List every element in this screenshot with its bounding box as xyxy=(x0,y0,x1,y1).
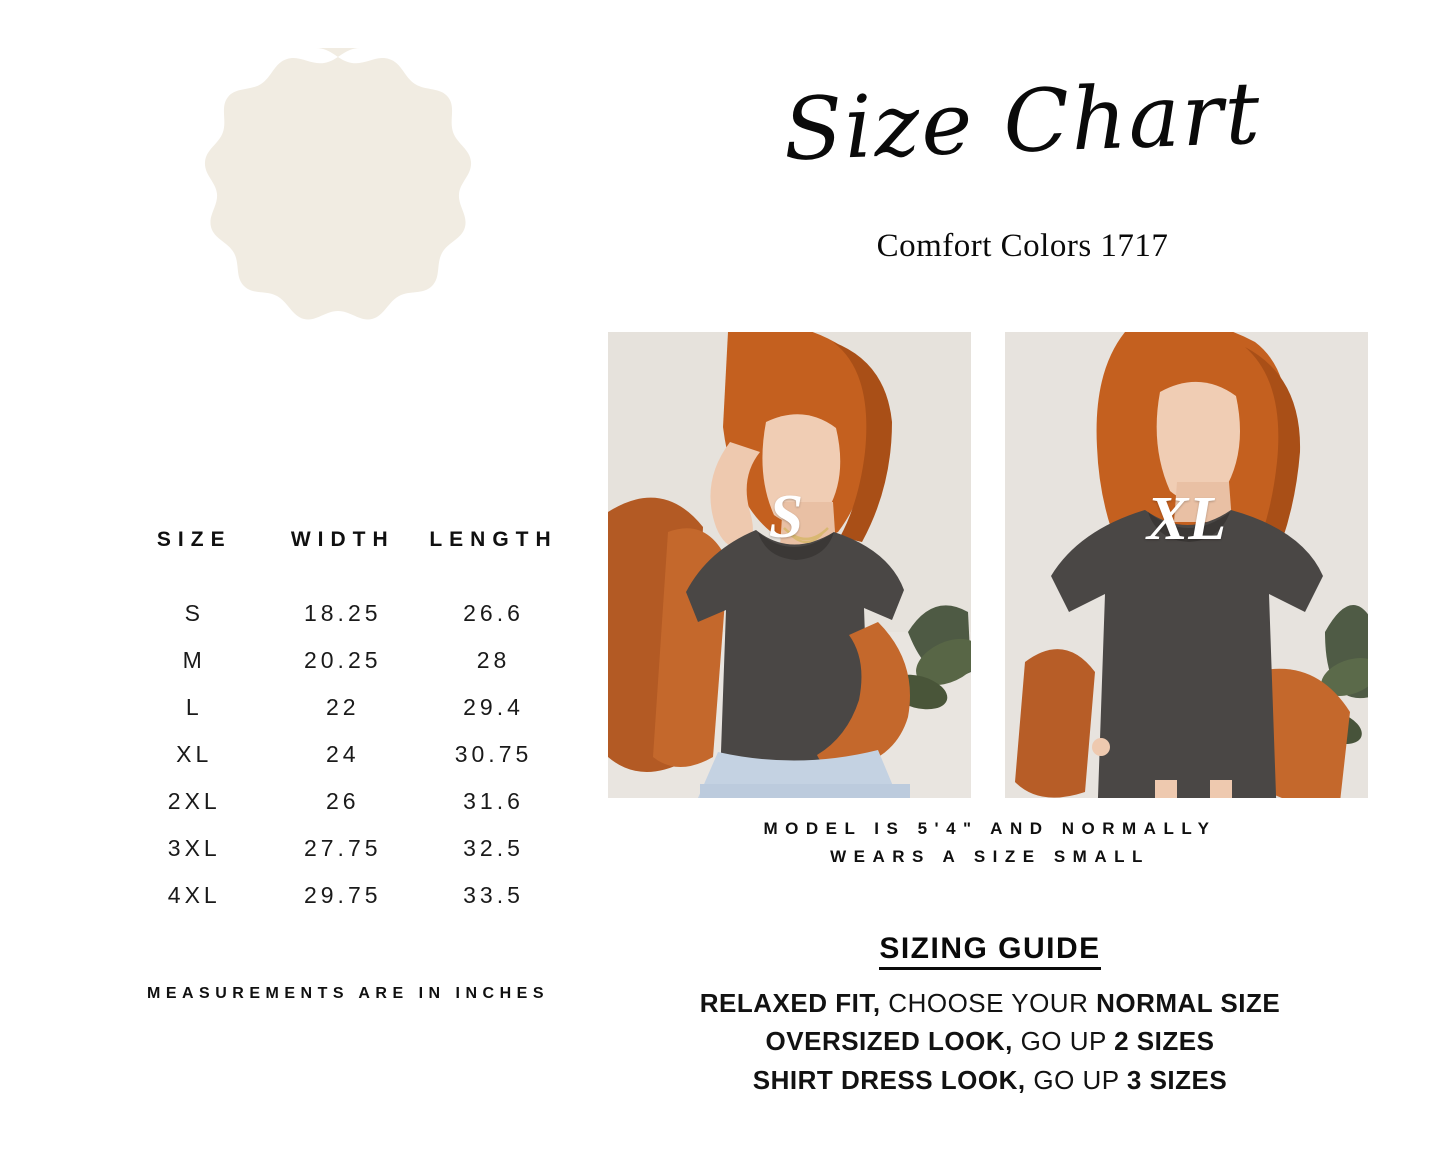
cell-width: 18.25 xyxy=(303,600,382,626)
cell-width: 22 xyxy=(325,694,360,720)
guide-3-bold2: 3 SIZES xyxy=(1126,1064,1228,1095)
right-column xyxy=(600,0,1445,1156)
cell-size: 4XL xyxy=(167,882,221,908)
model-note-line-1: MODEL IS 5'4" AND NORMALLY xyxy=(763,819,1217,838)
decorative-blob-shape xyxy=(120,45,520,455)
cell-width: 24 xyxy=(325,741,360,767)
guide-1-bold: RELAXED FIT, xyxy=(699,988,881,1018)
page-title: Size Chart xyxy=(781,63,1264,181)
tee-letter-small: S xyxy=(768,483,804,551)
column-header-size: SIZE xyxy=(156,528,232,551)
guide-3-normal: GO UP xyxy=(1025,1064,1127,1095)
tee-letter-xl: XL xyxy=(1146,485,1227,553)
cell-width: 27.75 xyxy=(303,835,382,861)
measurements-note: MEASUREMENTS ARE IN INCHES xyxy=(147,985,549,1002)
cell-size: 2XL xyxy=(167,788,221,814)
cell-length: 28 xyxy=(476,647,511,673)
column-header-width: WIDTH xyxy=(290,528,395,551)
cell-size: M xyxy=(182,647,206,673)
cell-length: 33.5 xyxy=(463,882,524,908)
guide-1-bold2: NORMAL SIZE xyxy=(1096,988,1281,1018)
table-row xyxy=(120,872,570,919)
guide-2-bold2: 2 SIZES xyxy=(1114,1026,1215,1057)
table-header-row xyxy=(120,528,570,590)
table-row xyxy=(120,684,570,731)
left-column xyxy=(0,0,600,1156)
sizing-guide-title xyxy=(600,932,1380,966)
column-header-length: LENGTH xyxy=(429,528,558,551)
table-row xyxy=(120,731,570,778)
cell-length: 30.75 xyxy=(454,741,533,767)
cell-length: 26.6 xyxy=(463,600,524,626)
sizing-guide-title-text: SIZING GUIDE xyxy=(879,932,1100,970)
sizing-guide-line-2 xyxy=(600,1022,1380,1060)
cell-length: 31.6 xyxy=(463,788,524,814)
cell-length: 29.4 xyxy=(463,694,524,720)
table-row xyxy=(120,590,570,637)
guide-2-normal: GO UP xyxy=(1012,1026,1115,1057)
cell-width: 29.75 xyxy=(303,882,382,908)
cell-size: 3XL xyxy=(167,835,221,861)
model-note-line-2: WEARS A SIZE SMALL xyxy=(830,847,1150,867)
page-subtitle: Comfort Colors 1717 xyxy=(876,228,1169,264)
cell-size: L xyxy=(185,694,203,720)
size-table xyxy=(120,528,570,919)
cell-size: XL xyxy=(176,741,213,767)
model-photos xyxy=(608,332,1368,798)
table-row xyxy=(120,825,570,872)
table-row xyxy=(120,778,570,825)
guide-3-bold: SHIRT DRESS LOOK, xyxy=(752,1064,1026,1095)
cell-size: S xyxy=(184,600,204,626)
table-row xyxy=(120,637,570,684)
photo-model-small xyxy=(608,332,971,798)
size-table-wrapper xyxy=(120,528,570,919)
cell-width: 26 xyxy=(325,788,360,814)
sizing-guide-line-1 xyxy=(600,984,1380,1022)
sizing-guide-lines xyxy=(600,984,1380,1099)
guide-1-normal: CHOOSE YOUR xyxy=(880,988,1097,1018)
photo-model-xl xyxy=(1005,332,1368,798)
sizing-guide-line-3 xyxy=(600,1061,1380,1099)
cell-width: 20.25 xyxy=(303,647,382,673)
cell-length: 32.5 xyxy=(463,835,524,861)
guide-2-bold: OVERSIZED LOOK, xyxy=(765,1026,1013,1057)
model-note xyxy=(600,815,1380,871)
